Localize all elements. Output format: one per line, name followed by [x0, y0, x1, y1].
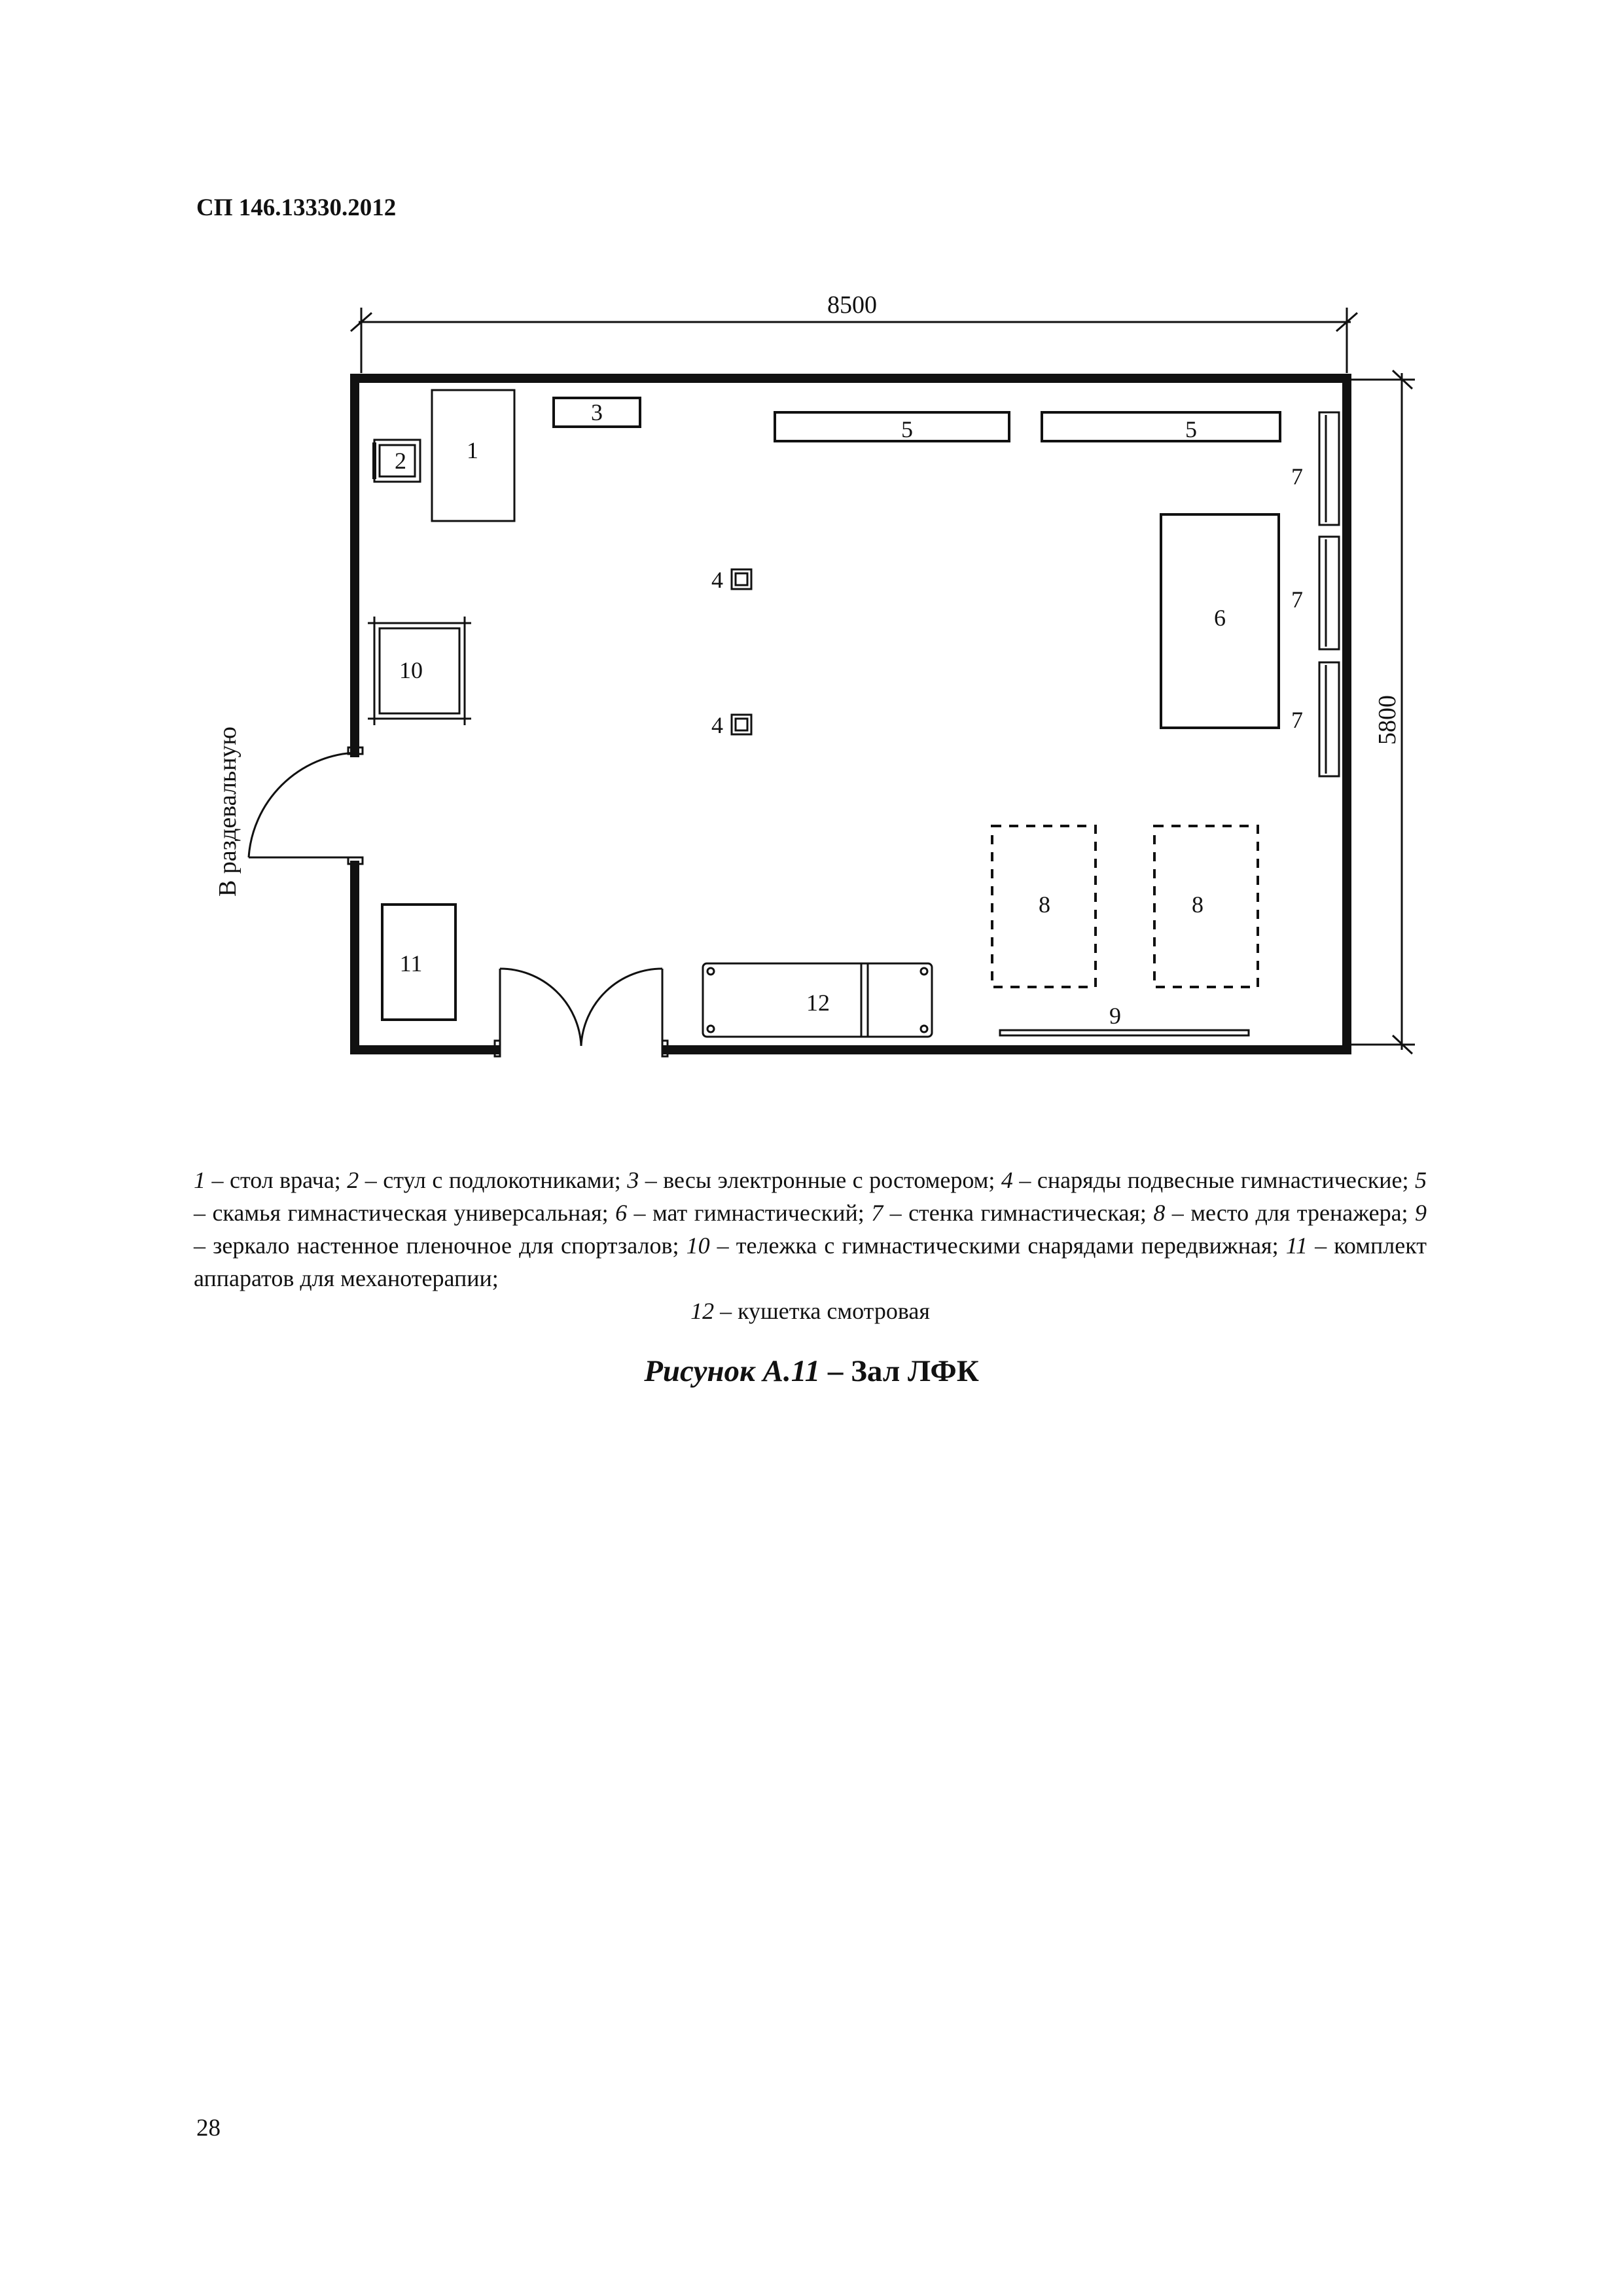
legend-text: – комплект аппаратов для механотерапии;	[194, 1232, 1427, 1291]
legend-num: 8	[1153, 1200, 1166, 1226]
legend-text: – тележка с гимнастическими снарядами передвижная;	[709, 1232, 1286, 1259]
room-walls	[355, 378, 1347, 1050]
trainer-1-number: 8	[1039, 891, 1050, 918]
wall-bars-1-number: 7	[1291, 463, 1303, 490]
legend-num: 3	[627, 1167, 639, 1193]
door-note: В раздевальную	[214, 726, 241, 897]
figure-title: – Зал ЛФК	[820, 1354, 979, 1388]
wall-mirror	[1000, 1030, 1249, 1035]
legend-text: – мат гимнастический;	[627, 1200, 872, 1226]
trainer-places	[992, 826, 1258, 987]
trolley-number: 10	[399, 657, 423, 683]
trainer-2-number: 8	[1192, 891, 1204, 918]
legend-num: 2	[347, 1167, 359, 1193]
document-code: СП 146.13330.2012	[196, 194, 397, 221]
legend-text: – кушетка смотровая	[714, 1298, 930, 1324]
bench-1-number: 5	[901, 416, 913, 442]
floor-plan	[0, 0, 1623, 1113]
legend	[194, 1164, 1427, 1327]
legend-text: – стенка гимнастическая;	[883, 1200, 1154, 1226]
apparatus-2-number: 4	[711, 712, 723, 738]
legend-num: 5	[1414, 1167, 1427, 1193]
legend-text: – снаряды подвесные гимнастические;	[1012, 1167, 1415, 1193]
legend-num: 12	[690, 1298, 715, 1324]
couch-number: 12	[806, 990, 830, 1016]
legend-text: – скамья гимнастическая универсальная;	[194, 1200, 616, 1226]
bench-2	[1042, 412, 1280, 441]
wall-bars	[1319, 412, 1339, 776]
legend-text: – весы электронные с ростомером;	[639, 1167, 1001, 1193]
legend-num: 10	[686, 1232, 710, 1259]
legend-text: – стул с подлокотниками;	[359, 1167, 628, 1193]
page-number: 28	[196, 2115, 221, 2142]
legend-num: 4	[1001, 1167, 1013, 1193]
legend-num: 6	[615, 1200, 628, 1226]
legend-last-line	[194, 1295, 1427, 1327]
legend-num: 11	[1285, 1232, 1308, 1259]
mirror-number: 9	[1109, 1003, 1121, 1029]
apparatus-1-number: 4	[711, 567, 723, 593]
wall-bars-2-number: 7	[1291, 586, 1303, 613]
legend-num: 1	[194, 1167, 205, 1193]
hanging-apparatus-2	[732, 715, 751, 734]
legend-text: – зеркало настенное пленочное для спортзалов;	[194, 1232, 687, 1259]
desk-number: 1	[467, 437, 478, 463]
wall-bars-3-number: 7	[1291, 707, 1303, 733]
legend-num: 7	[871, 1200, 883, 1226]
entrance-door	[249, 747, 363, 864]
scales-number: 3	[591, 399, 603, 425]
legend-num: 9	[1415, 1200, 1427, 1226]
figure-number: Рисунок А.11	[644, 1354, 821, 1388]
figure-caption	[0, 1354, 1623, 1389]
double-door	[495, 969, 668, 1056]
width-dimension-label: 8500	[827, 291, 877, 319]
legend-text: – место для тренажера;	[1165, 1200, 1415, 1226]
mechanotherapy-number: 11	[399, 950, 423, 977]
legend-text: – стол врача;	[205, 1167, 348, 1193]
height-dimension-label: 5800	[1374, 695, 1401, 745]
bench-1	[775, 412, 1009, 441]
hanging-apparatus-1	[732, 569, 751, 589]
mat-number: 6	[1214, 605, 1226, 631]
bench-2-number: 5	[1185, 416, 1197, 442]
chair-number: 2	[395, 448, 406, 474]
